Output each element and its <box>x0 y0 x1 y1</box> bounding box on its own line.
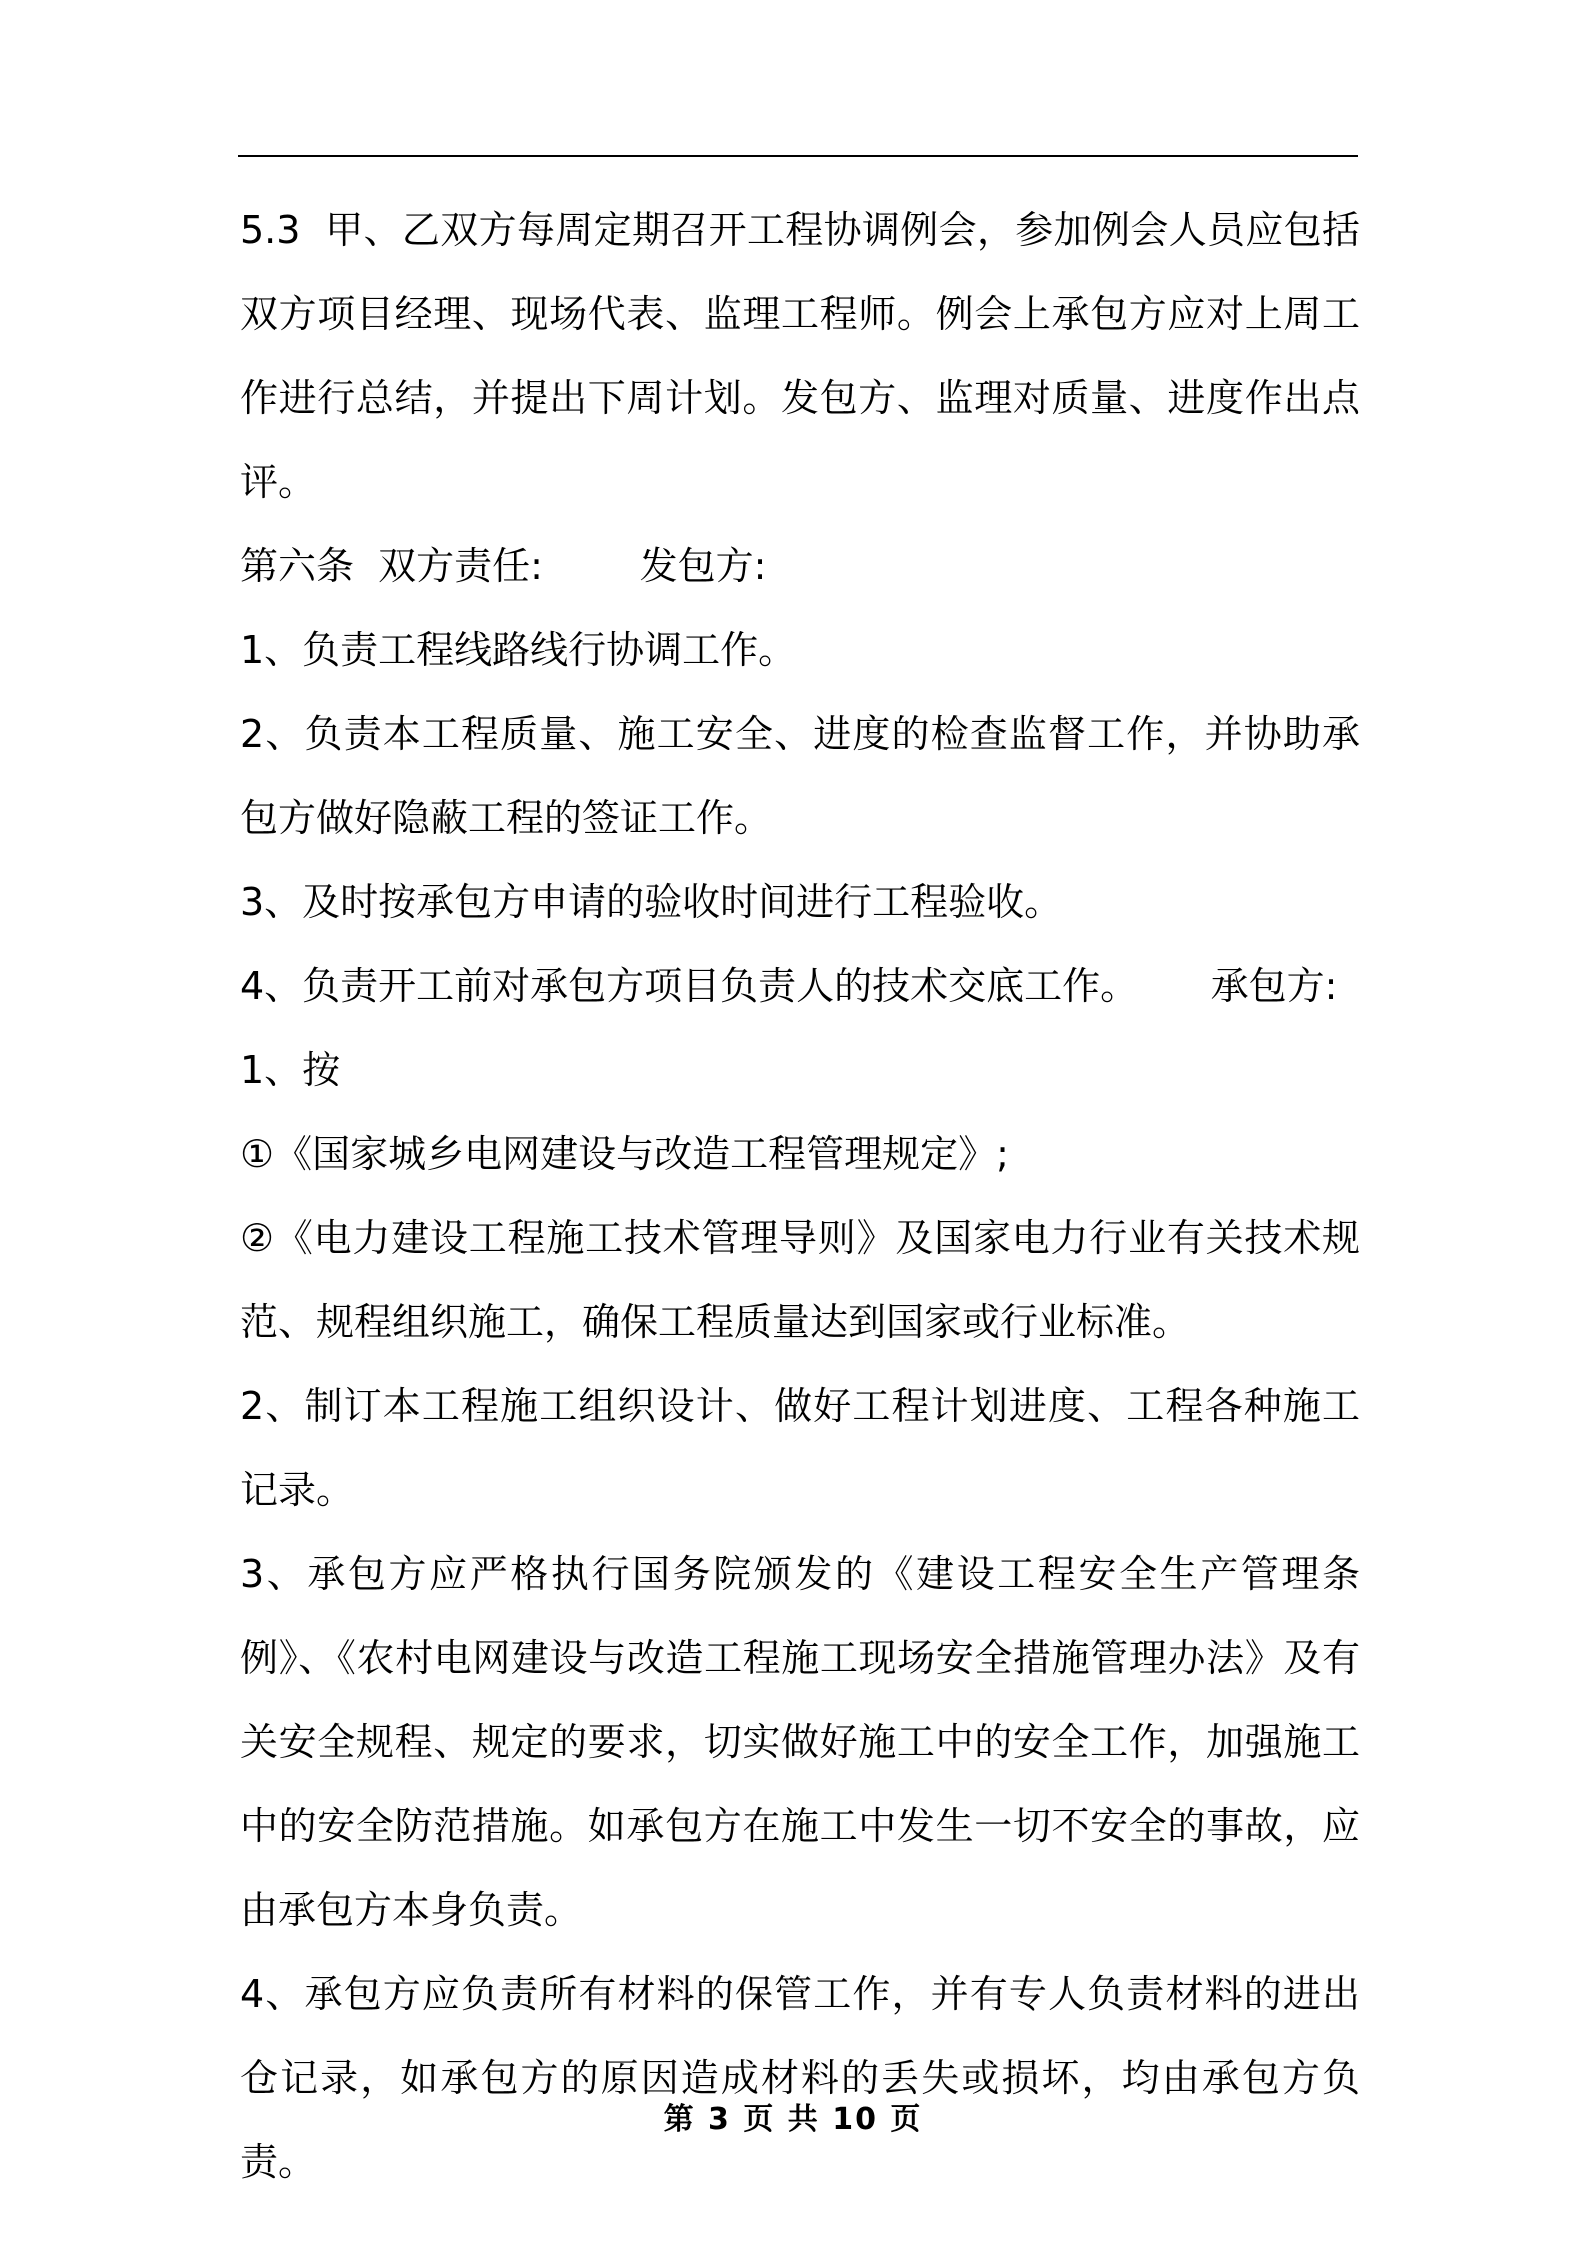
page-number: 第 3 页 共 10 页 <box>663 2102 923 2137</box>
contractor-duty-1: 1、按 <box>240 1048 341 1092</box>
contractor-duty-1-ref-1: ①《国家城乡电网建设与改造工程管理规定》; <box>240 1132 1009 1176</box>
header-rule <box>238 155 1358 157</box>
employer-duty-4: 4、负责开工前对承包方项目负责人的技术交底工作。 承包方: <box>240 964 1338 1008</box>
article-6-heading: 第六条 双方责任: 发包方: <box>240 544 767 588</box>
employer-duty-1: 1、负责工程线路线行协调工作。 <box>240 628 797 672</box>
contractor-duty-3: 3、承包方应严格执行国务院颁发的《建设工程安全生产管理条例》、《农村电网建设与改造工程施工现场安全措施管理办法》及有关安全规程、规定的要求，切实做好施工中的安全工作，加强施工中的安全防范措施。如承包方在施工中发生一切不安全的事故，应由承包方本身负责。 <box>240 1552 1360 1932</box>
contractor-duty-4: 4、承包方应负责所有材料的保管工作，并有专人负责材料的进出仓记录，如承包方的原因造成材料的丢失或损坏，均由承包方负责。 <box>240 1972 1360 2184</box>
employer-duty-3: 3、及时按承包方申请的验收时间进行工程验收。 <box>240 880 1063 924</box>
document-body <box>240 188 1360 2204</box>
contractor-duty-1-ref-2: ②《电力建设工程施工技术管理导则》及国家电力行业有关技术规范、规程组织施工，确保工程质量达到国家或行业标准。 <box>240 1216 1360 1344</box>
employer-duty-2: 2、负责本工程质量、施工安全、进度的检查监督工作，并协助承包方做好隐蔽工程的签证工作。 <box>240 712 1360 840</box>
contractor-duty-2: 2、制订本工程施工组织设计、做好工程计划进度、工程各种施工记录。 <box>240 1384 1360 1512</box>
paragraph-5-3: 5.3 甲、乙双方每周定期召开工程协调例会，参加例会人员应包括双方项目经理、现场代表、监理工程师。例会上承包方应对上周工作进行总结，并提出下周计划。发包方、监理对质量、进度作出点评。 <box>240 208 1360 504</box>
